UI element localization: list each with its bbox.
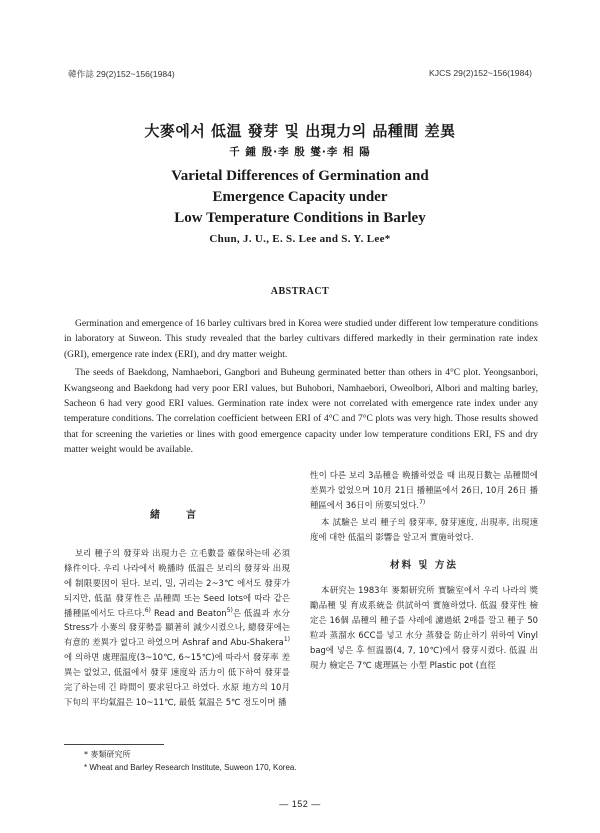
korean-title: 大麥에서 低温 發芽 및 出現力의 品種間 差異 [144, 122, 456, 140]
continued-paragraph [310, 468, 538, 513]
continued-text: 性이 다른 보리 3品種을 晩播하였을 때 出現日數는 品種間에 差異가 없었으며 10月 21日 播種區에서 26日, 10月 26日 播種區에서 36日이 所要되었다. [310, 470, 538, 510]
methods-heading: 材料 및 方法 [390, 559, 458, 571]
korean-authors: 千 鍾 殷·李 殷 燮·李 相 陽 [229, 146, 371, 158]
journal-citation-english: KJCS 29(2)152~156(1984) [429, 68, 532, 78]
english-title-line-1: Varietal Differences of Germination and [171, 168, 429, 184]
introduction-heading: 緒 言 [150, 510, 204, 521]
abstract-heading: ABSTRACT [270, 286, 330, 297]
page-number: — 152 — [279, 799, 321, 809]
abstract-body [64, 317, 538, 462]
right-column [310, 468, 538, 673]
footnote-english: * Wheat and Barley Research Institute, Suweon 170, Korea. [84, 763, 297, 772]
english-title [0, 166, 600, 229]
citation-ref: 6) [144, 606, 151, 614]
citation-ref: 7) [419, 499, 426, 507]
journal-citation-korean: 韓作誌 29(2)152~156(1984) [68, 69, 175, 79]
intro-text-a: 보리 種子의 發芽와 出現力은 立毛數를 確保하는데 必須 條件이다. 우리 나라에서 晩播時 低温은 보리의 發芽와 出現에 制限要因이 된다. 보리, 밀, 귀리는 2~3℃ 에서도 發芽가 되지만, 低温 發芽性은 品種間 또는 Seed lots에 따라 같은 播種區에서도 다르다. [64, 547, 290, 618]
left-column [64, 509, 290, 710]
citation-ref: 1) [283, 636, 290, 644]
abstract-paragraph-1: Germination and emergence of 16 barley cultivars bred in Korea were studied under different low temperature conditions in laboratory at Suweon. This study revealed that the barley cultivars differed markedly in their germination rate index (GRI), emergence rate index (ERI), and dry matter weight. [64, 319, 538, 360]
english-authors: Chun, J. U., E. S. Lee and S. Y. Lee* [209, 233, 391, 245]
footnote-divider [64, 744, 164, 745]
english-title-line-3: Low Temperature Conditions in Barley [174, 210, 426, 226]
footnote-korean: * 麥類研究所 [84, 750, 131, 759]
english-title-line-2: Emergence Capacity under [212, 189, 388, 205]
methods-paragraph: 本研究는 1983年 麥類研究所 實驗室에서 우리 나라의 獎勵品種 및 育成系統을 供試하여 實施하였다. 低温 發芽性 檢定은 16個 品種의 種子를 샤레에 濾過紙 2매를 깔고 種子 50粒과 蒸溜水 6CC를 넣고 水分 蒸發을 防止하기 위하여 Vinyl bag에 넣은 후 恒温器(4, 7, 10℃)에서 發芽시켰다. 低温 出現力 檢定은 7℃ 處理區는 小型 Plastic pot (直徑 [310, 585, 538, 670]
intro-text-b: Read and Beaton [150, 607, 227, 618]
abstract-paragraph-2: The seeds of Baekdong, Namhaebori, Gangbori and Buheung germinated better than others in 4°C plot. Yeongsanbori, Kwangseong and Baekdong had very poor ERI values, but Buhobori, Namhaebori, Oweolbori, Albori and malting barley, Sacheon 6 had very good ERI values. Germination rate index were not correlated with emergence rate index under any temperature conditions. The correlation coefficient between ERI of 4°C and 7°C plots was very high. Those results showed that for screening the varieties or lines with good emergence capacity under low temperature conditions ERI, FS and dry matter weight would be available. [64, 368, 538, 456]
intro-text-c: 은 低温과 水分 Stress가 小麥의 發芽勢를 顯著히 減少시켰으나, 總發芽에는 有意的 差異가 없다고 하였으며 Ashraf and Abu-Shakera [64, 607, 290, 648]
introduction-paragraph [64, 546, 290, 710]
objective-paragraph: 本 試驗은 보리 種子의 發芽率, 發芽速度, 出現率, 出現速度에 대한 低温의 影響을 알고저 實施하였다. [310, 516, 538, 542]
intro-text-d: 에 의하면 處理温度(3~10℃, 6~15℃)에 따라서 發芽率 差異는 없었고, 低温에서 發芽 速度와 活力이 低下하여 發芽를 完了하는데 긴 時間이 要求된다고 하였다. 水原 地方의 10月 下旬의 平均氣温은 10~11℃, 最低 氣温은 5℃ 정도이며 播 [64, 652, 290, 707]
citation-ref: 5) [226, 606, 233, 614]
